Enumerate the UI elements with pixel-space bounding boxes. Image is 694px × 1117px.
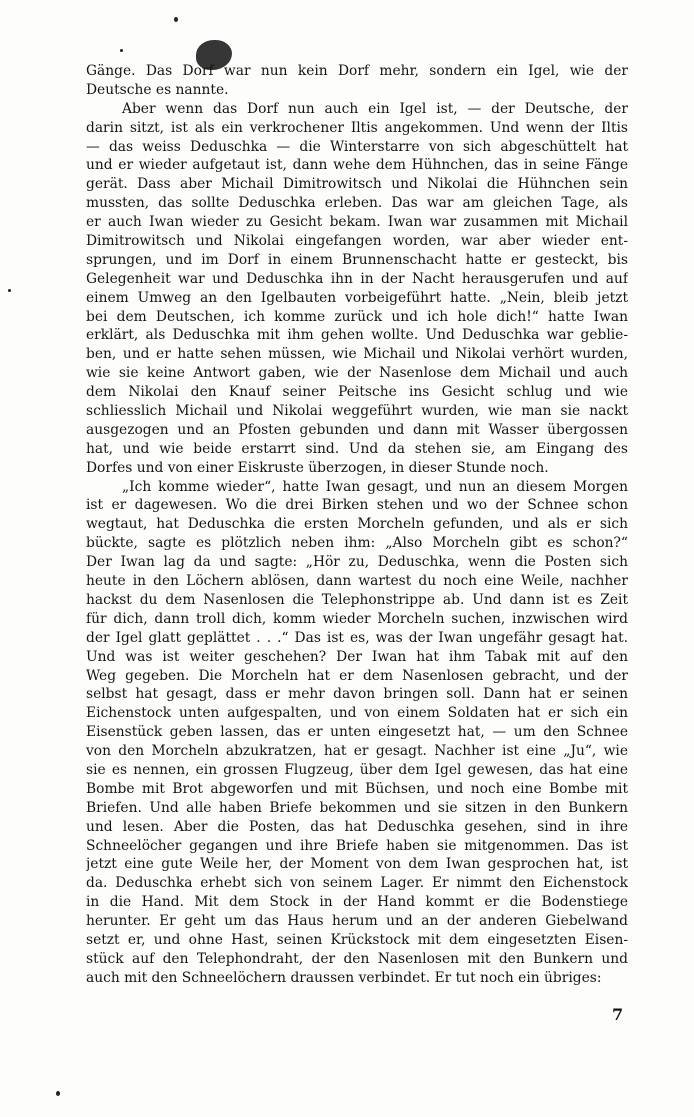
text-line: Dimitrowitsch und Nikolai eingefangen worden, war aber wieder ent- <box>86 233 628 250</box>
text-line: Eisenstück geben lassen, das er unten eingesetzt hat, — um den Schnee <box>86 724 628 741</box>
text-line: Gänge. Das Dorf war nun kein Dorf mehr, sondern ein Igel, wie der <box>86 63 628 79</box>
text-line: stück auf den Telephondraht, der den Nasenlosen mit den Bunkern und <box>86 950 628 967</box>
text-line: jetzt eine gute Weile her, der Moment von dem Iwan gesprochen hat, ist <box>86 856 628 873</box>
text-line: Briefen. Und alle haben Briefe bekommen und sie sitzen in den Bunkern <box>86 799 628 816</box>
text-line: gerät. Dass aber Michail Dimitrowitsch und Nikolai die Hühnchen sein <box>86 176 628 193</box>
text-line: hackst du dem Nasenlosen die Telephonstrippe ab. Und dann ist es Zeit <box>86 591 628 608</box>
text-line: Eichenstock unten aufgespalten, und von einem Soldaten hat er sich ein <box>86 705 628 722</box>
text-line: und lesen. Aber die Posten, das hat Deduschka gesehen, sind in ihre <box>86 818 628 835</box>
text-line: bei dem Deutschen, ich komme zurück und ich hole dich!“ hatte Iwan <box>86 308 628 325</box>
text-line: Bombe mit Brot abgeworfen und mit Büchsen, und noch eine Bombe mit <box>86 780 628 797</box>
text-line: wegtaut, hat Deduschka die ersten Morcheln gefunden, und als er sich <box>86 516 628 533</box>
text-line: Aber wenn das Dorf nun auch ein Igel ist, — der Deutsche, der <box>122 100 628 117</box>
text-line: erklärt, als Deduschka mit ihm gehen wollte. Und Deduschka war geblie- <box>86 327 628 344</box>
text-line: herunter. Er geht um das Haus herum und an der anderen Giebelwand <box>86 913 628 930</box>
text-line: da. Deduschka erhebt sich von seinem Lager. Er nimmt den Eichenstock <box>86 875 628 892</box>
text-line: bückte, sagte es plötzlich neben ihm: „Also Morcheln gibt es schon?“ <box>86 535 628 552</box>
text-line: und er wieder aufgetaut ist, dann wehe dem Hühnchen, das in seine Fänge <box>86 157 628 174</box>
text-line: selbst hat gesagt, dass er mehr davon bringen soll. Dann hat er seinen <box>86 686 628 703</box>
page-number: 7 <box>612 1005 624 1024</box>
text-line: einem Umweg an den Igelbauten vorbeigeführt hatte. „Nein, bleib jetzt <box>86 289 628 306</box>
text-line: ist er dagewesen. Wo die drei Birken stehen und wo der Schnee schon <box>86 497 628 514</box>
text-line: Weg gegeben. Die Morcheln hat er dem Nasenlosen gebracht, und der <box>86 667 628 684</box>
text-line: heute in den Löchern ablösen, dann wartest du noch eine Weile, nachher <box>86 573 628 590</box>
text-line: auch mit den Schneelöchern draussen verbindet. Er tut noch ein übriges: <box>86 969 602 986</box>
text-line: sie es nennen, ein grossen Flugzeug, über dem Igel gewesen, das hat eine <box>86 761 628 778</box>
text-line: sprungen, und im Dorf in einem Brunnenschacht hatte er gesteckt, bis <box>86 251 628 268</box>
body-text <box>86 62 628 988</box>
text-line: Und was ist weiter geschehen? Der Iwan hat ihm Tabak mit auf den <box>86 648 628 665</box>
text-line: Deutsche es nannte. <box>86 81 229 98</box>
text-line: wie sie keine Antwort gaben, wie der Nasenlose dem Michail und auch <box>86 365 628 382</box>
ink-speck <box>174 17 178 22</box>
text-line: Gelegenheit war und Deduschka ihn in der Nacht herausgerufen und auf <box>86 270 628 287</box>
text-line: setzt er, und ohne Hast, seinen Krückstock mit dem eingesetzten Eisen- <box>86 931 628 948</box>
text-line: Schneelöcher gegangen und ihre Briefe haben sie mitgenommen. Das ist <box>86 837 628 854</box>
text-line: in die Hand. Mit dem Stock in der Hand kommt er die Bodenstiege <box>86 894 628 911</box>
ink-speck <box>8 289 11 292</box>
text-line: schliesslich Michail und Nikolai weggeführt wurden, wie man sie nackt <box>86 403 628 420</box>
text-line: ausgezogen und an Pfosten gebunden und dann mit Wasser übergossen <box>86 421 628 438</box>
text-line: — das weiss Deduschka — die Winterstarre von sich abgeschüttelt hat <box>86 138 628 155</box>
text-line: von den Morcheln abzukratzen, hat er gesagt. Nachher ist eine „Ju“, wie <box>86 743 628 760</box>
text-line: darin sitzt, ist als ein verkrochener Iltis angekommen. Und wenn der Iltis <box>86 119 628 136</box>
ink-speck <box>56 1091 60 1096</box>
ink-speck <box>120 49 123 52</box>
text-line: er auch Iwan wieder zu Gesicht bekam. Iwan war zusammen mit Michail <box>86 214 628 231</box>
text-line: dem Nikolai den Knauf seiner Peitsche ins Gesicht schlug und wie <box>86 384 628 401</box>
text-line: „Ich komme wieder“, hatte Iwan gesagt, und nun an diesem Morgen <box>122 478 628 495</box>
text-line: ben, und er hatte sehen müssen, wie Michail und Nikolai verhört wurden, <box>86 346 628 363</box>
text-line: mussten, das sollte Deduschka erleben. Das war am gleichen Tage, als <box>86 195 628 212</box>
text-line: hat, und wie beide erstarrt sind. Und da stehen sie, am Eingang des <box>86 440 628 457</box>
text-line: der Igel glatt geplättet . . .“ Das ist es, was der Iwan ungefähr gesagt hat. <box>86 629 628 646</box>
text-line: Der Iwan lag da und sagte: „Hör zu, Deduschka, wenn die Posten sich <box>86 554 628 571</box>
text-line: Dorfes und von einer Eiskruste überzogen, in dieser Stunde noch. <box>86 459 549 476</box>
text-line: für dich, dann troll dich, komm wieder Morcheln suchen, inzwischen wird <box>86 610 628 627</box>
